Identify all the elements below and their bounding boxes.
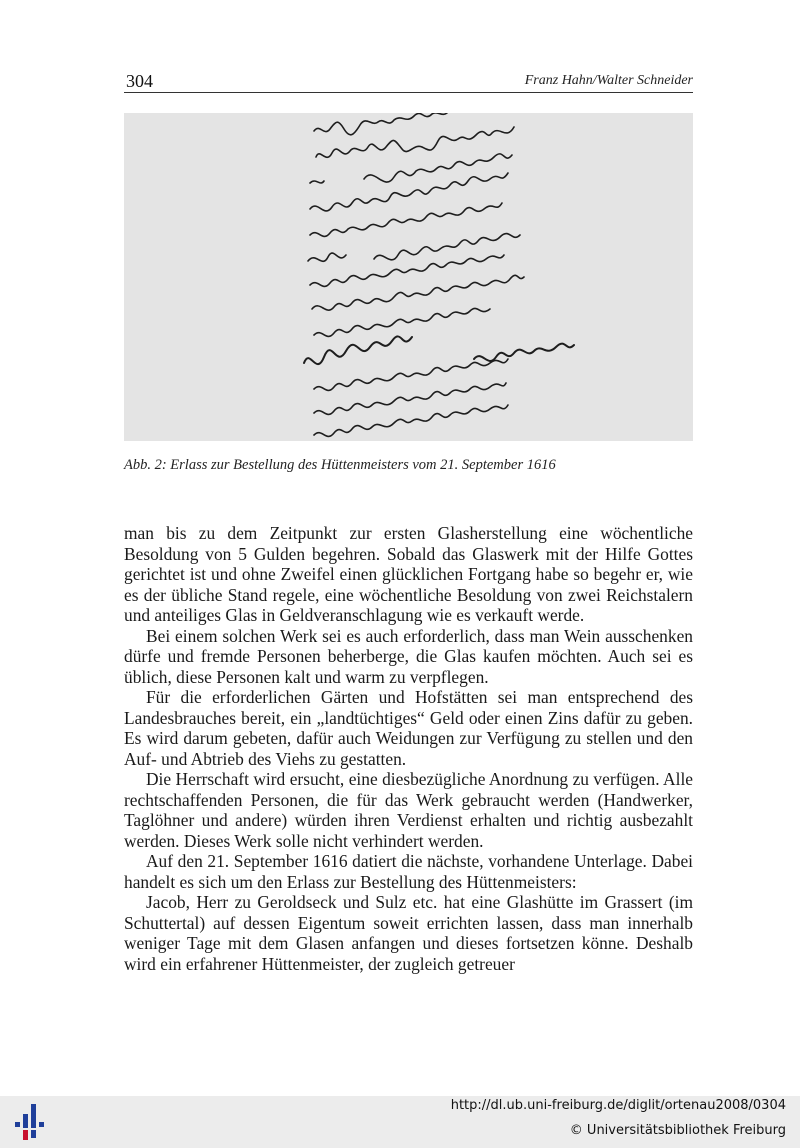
source-url-link[interactable]: http://dl.ub.uni-freiburg.de/diglit/ortenau2008/0304	[450, 1098, 786, 1113]
paragraph: Für die erforderlichen Gärten und Hofstätten sei man entsprechend des Landesbrauches bereit, ein „landtüchtiges“ Geld oder einen Zins dafür zu geben. Es wird darum gebeten, dafür auch Weidungen zur Verfügung zu stellen und den Auf- und Abtrieb des Viehs zu gestatten.	[124, 687, 693, 769]
library-logo-icon	[13, 1100, 49, 1142]
paragraph: Jacob, Herr zu Geroldseck und Sulz etc. hat eine Glashütte im Grassert (im Schuttertal) auf dessen Eigentum soweit errichten lassen, dass man innerhalb weniger Tage mit dem Glasen anfangen und dieses fortsetzen könne. Deshalb wird ein erfahrener Hüttenmeister, der zugleich getreuer	[124, 892, 693, 974]
header-rule	[124, 92, 693, 93]
paragraph: man bis zu dem Zeitpunkt zur ersten Glasherstellung eine wöchentliche Besoldung von 5 Gulden begehren. Sobald das Glaswerk mit der Hilfe Gottes gerichtet ist und ohne Zweifel einen glücklichen Fortgang habe so begehr er, wie es der übliche Stand regele, eine wöchentliche Besoldung von zwei Reichstalern und anteiliges Glas in Geldveranschlagung wie es verkauft werde.	[124, 523, 693, 625]
running-head: Franz Hahn/Walter Schneider	[524, 73, 693, 88]
handwriting-illustration	[124, 113, 693, 441]
paragraph: Die Herrschaft wird ersucht, eine diesbezügliche Anordnung zu verfügen. Alle rechtschaffenden Personen, die für das Werk gebraucht werden (Handwerker, Taglöhner und andere) würden ihren Verdienst erhalten und richtig ausbezahlt werden. Dieses Werk solle nicht verhindert werden.	[124, 769, 693, 851]
paragraph: Auf den 21. September 1616 datiert die nächste, vorhandene Unterlage. Dabei handelt es sich um den Erlass zur Bestellung des Hüttenmeisters:	[124, 851, 693, 892]
page-number: 304	[126, 71, 153, 91]
body-text	[124, 523, 693, 974]
figure-caption: Abb. 2: Erlass zur Bestellung des Hüttenmeisters vom 21. September 1616	[124, 457, 556, 473]
manuscript-image	[124, 113, 693, 441]
paragraph: Bei einem solchen Werk sei es auch erforderlich, dass man Wein ausschenken dürfe und fremde Personen beherberge, die Glas kaufen möchten. Auch sei es üblich, diese Personen kalt und warm zu verpflegen.	[124, 625, 693, 687]
copyright-notice: © Universitätsbibliothek Freiburg	[569, 1123, 786, 1138]
